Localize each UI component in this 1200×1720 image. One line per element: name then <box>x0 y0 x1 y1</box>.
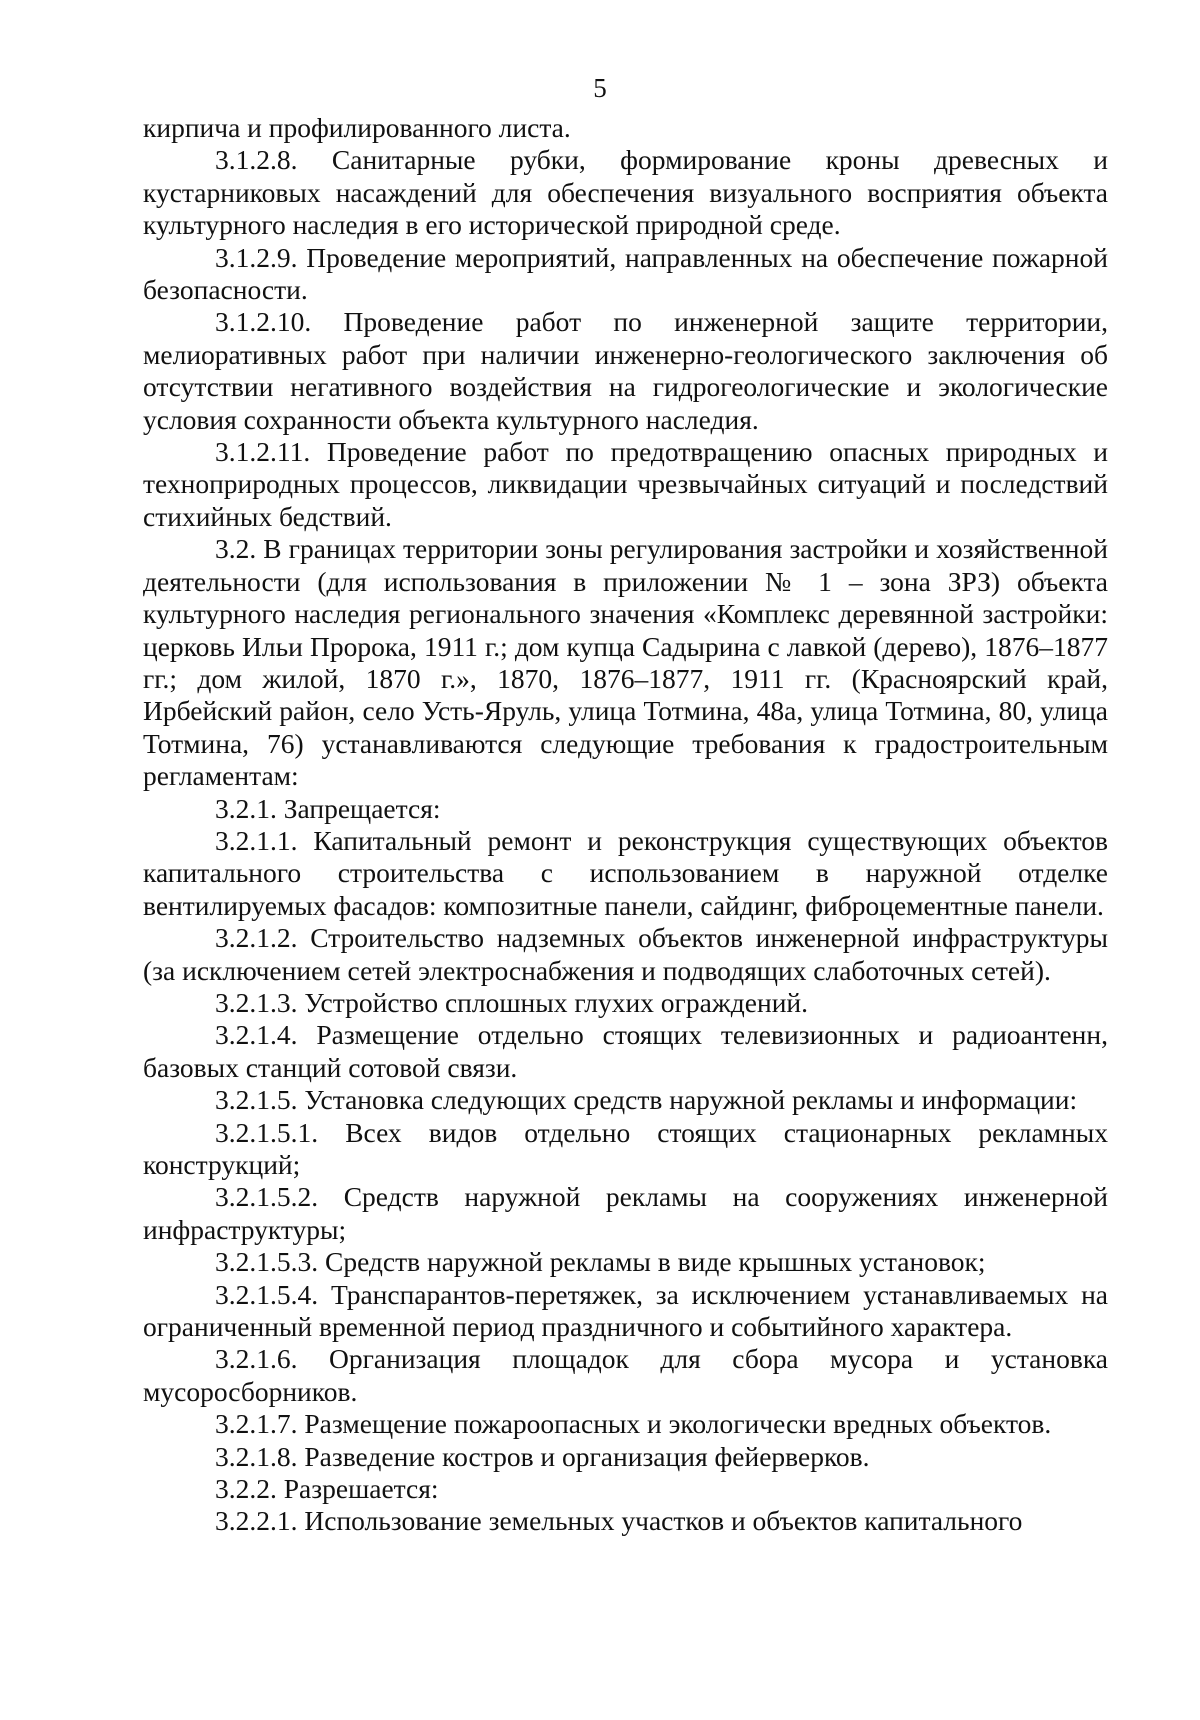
paragraph: 3.2.1.4. Размещение отдельно стоящих телевизионных и радиоантенн, базовых станций сотовой связи. <box>143 1019 1108 1083</box>
paragraph: 3.2.2.1. Использование земельных участков и объектов капитального <box>215 1505 1023 1537</box>
paragraph: 3.2.1.5.2. Средств наружной рекламы на сооружениях инженерной инфраструктуры; <box>143 1181 1108 1245</box>
paragraph: 3.2.1.6. Организация площадок для сбора мусора и установка мусоросборников. <box>143 1343 1108 1407</box>
paragraph: 3.2.1.8. Разведение костров и организация фейерверков. <box>215 1440 870 1472</box>
page-number: 5 <box>593 73 607 103</box>
document-body <box>143 112 1108 1538</box>
paragraph: 3.1.2.11. Проведение работ по предотвращению опасных природных и техноприродных процессов, ликвидации чрезвычайных ситуаций и последствий стихийных бедствий. <box>143 436 1108 532</box>
paragraph: 3.1.2.10. Проведение работ по инженерной защите территории, мелиоративных работ при наличии инженерно-геологического заключения об отсутствии негативного воздействия на гидрогеологические и экологические условия сохранности объекта культурного наследия. <box>143 306 1108 435</box>
paragraph: кирпича и профилированного листа. <box>143 112 571 143</box>
paragraph: 3.2.1.1. Капитальный ремонт и реконструкция существующих объектов капитального строительства с использованием в наружной отделке вентилируемых фасадов: композитные панели, сайдинг, фиброцементные панели. <box>143 824 1108 921</box>
paragraph: 3.2.1.2. Строительство надземных объектов инженерной инфраструктуры (за исключением сетей электроснабжения и подводящих слаботочных сетей). <box>143 922 1108 986</box>
paragraph: 3.2.1. Запрещается: <box>215 792 441 824</box>
paragraph: 3.2.1.5.1. Всех видов отдельно стоящих стационарных рекламных конструкций; <box>143 1116 1108 1180</box>
paragraph: 3.1.2.8. Санитарные рубки, формирование кроны древесных и кустарниковых насаждений для обеспечения визуального восприятия объекта культурного наследия в его исторической природной среде. <box>143 144 1108 241</box>
paragraph: 3.1.2.9. Проведение мероприятий, направленных на обеспечение пожарной безопасности. <box>143 241 1108 306</box>
paragraph: 3.2.1.5.3. Средств наружной рекламы в виде крышных установок; <box>215 1246 986 1278</box>
paragraph: 3.2.1.7. Размещение пожароопасных и экологически вредных объектов. <box>215 1408 1052 1440</box>
paragraph: 3.2.1.5.4. Транспарантов-перетяжек, за исключением устанавливаемых на ограниченный временной период праздничного и событийного характера. <box>143 1278 1108 1343</box>
paragraph: 3.2.1.5. Установка следующих средств наружной рекламы и информации: <box>215 1084 1078 1116</box>
paragraph: 3.2.1.3. Устройство сплошных глухих ограждений. <box>215 986 809 1018</box>
paragraph: 3.2. В границах территории зоны регулирования застройки и хозяйственной деятельности (для использования в приложении № 1 – зона ЗРЗ) объекта культурного наследия регионального значения «Комплекс деревянной застройки: церковь Ильи Пророка, 1911 г.; дом купца Садырина с лавкой (дерево), 1876–1877 гг.; дом жилой, 1870 г.», 1870, 1876–1877, 1911 гг. (Красноярский край, Ирбейский район, село Усть-Яруль, улица Тотмина, 48а, улица Тотмина, 80, улица Тотмина, 76) устанавливаются следующие требования к градостроительным регламентам: <box>143 533 1108 792</box>
paragraph: 3.2.2. Разрешается: <box>215 1473 439 1505</box>
